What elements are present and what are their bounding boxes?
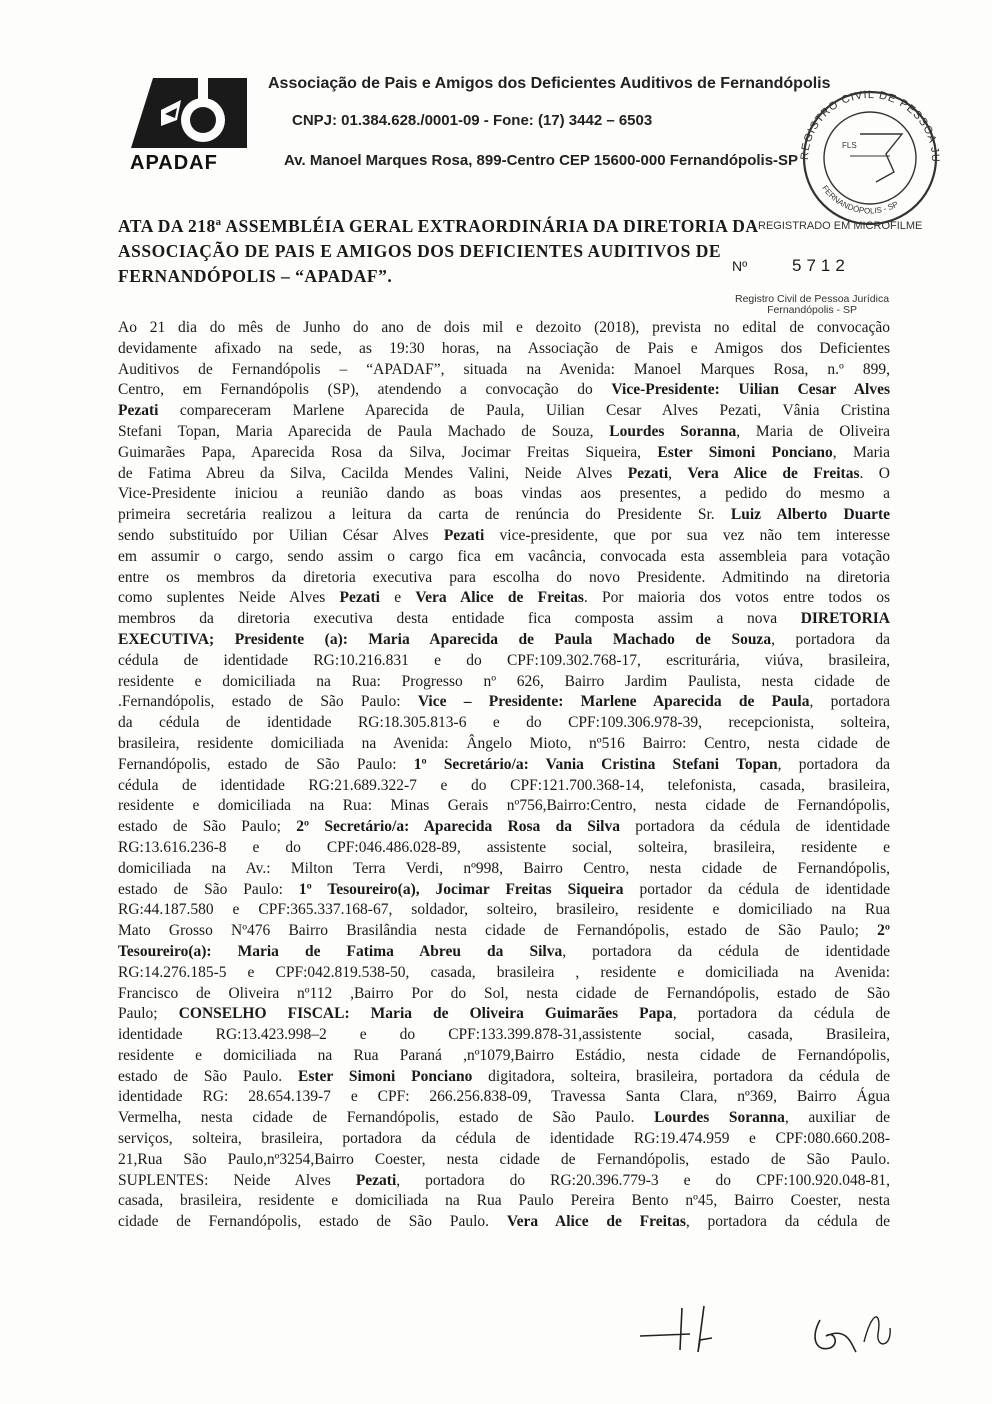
body-line: Paulo; CONSELHO FISCAL: Maria de Oliveira Guimarães Papa, portadora da cédula de: [118, 1005, 890, 1023]
body-line: Auditivos de Fernandópolis – “APADAF”, situada na Avenida: Manoel Marques Rosa, n.º 899,: [118, 360, 890, 378]
body-line: estado de São Paulo: 1º Tesoureiro(a), Jocimar Freitas Siqueira portador da cédula de identidade: [118, 880, 890, 898]
title-line: FERNANDÓPOLIS – “APADAF”.: [118, 266, 393, 286]
body-line: Francisco de Oliveira nº112 ,Bairro Por do Sol, nesta cidade de Fernandópolis, estado de São: [118, 984, 890, 1002]
title-line: ATA DA 218ª ASSEMBLÉIA GERAL EXTRAORDINÁRIA DA DIRETORIA DA: [118, 216, 759, 236]
body-line: primeira secretária realizou a leitura da carta de renúncia do Presidente Sr. Luiz Alberto Duarte: [118, 506, 890, 524]
body-line: Vice-Presidente iniciou a reunião dando as boas vindas aos presentes, a pedido do mesmo a: [118, 485, 890, 503]
body-line: Guimarães Papa, Aparecida Rosa da Silva, Jocimar Freitas Siqueira, Ester Simoni Ponciano, Maria: [118, 443, 890, 461]
document-title: [118, 214, 808, 289]
body-line: residente e domiciliada na Rua: Minas Gerais nº756,Bairro:Centro, nesta cidade de Fernandópolis,: [118, 797, 890, 815]
body-line: .Fernandópolis, estado de São Paulo: Vice – Presidente: Marlene Aparecida de Paula, portadora: [118, 693, 891, 711]
body-line: cidade de Fernandópolis, estado de São Paulo. Vera Alice de Freitas, portadora da cédula de: [118, 1213, 890, 1231]
body-line: devidamente afixado na sede, as 19:30 horas, na Associação de Pais e Amigos dos Deficientes: [118, 339, 890, 357]
address-line: Av. Manoel Marques Rosa, 899-Centro CEP 15600-000 Fernandópolis-SP: [284, 152, 799, 169]
body-line: Vermelha, nesta cidade de Fernandópolis, estado de São Paulo. Lourdes Soranna, auxiliar de: [118, 1109, 890, 1127]
body-line: Stefani Topan, Maria Aparecida de Paula Machado de Souza, Lourdes Soranna, Maria de Oliveira: [118, 422, 890, 440]
stamp-text: REGISTRO CIVIL DE PESSOA JU: [798, 88, 942, 163]
body-line: EXECUTIVA; Presidente (a): Maria Aparecida de Paula Machado de Souza, portadora da: [118, 630, 891, 648]
body-line: cédula de identidade RG:21.689.322-7 e do CPF:121.700.368-14, telefonista, casada, brasileira,: [118, 776, 890, 794]
body-line: 21,Rua São Paulo,nº3254,Bairro Coester, nesta cidade de Fernandópolis, estado de São Paulo.: [118, 1150, 890, 1168]
body-line: RG:14.276.185-5 e CPF:042.819.538-50, casada, brasileira , residente e domiciliada na Avenida:: [118, 963, 890, 981]
body-line: Centro, em Fernandópolis (SP), atendendo a convocação do Vice-Presidente: Uilian Cesar Alves: [118, 381, 890, 399]
svg-text:REGISTRO CIVIL DE PESSOA JURÍD: [790, 78, 941, 163]
body-line: RG:44.187.580 e CPF:365.337.168-67, soldador, solteiro, brasileiro, residente e domiciliado na Rua: [118, 901, 890, 919]
body-line: como suplentes Neide Alves Pezati e Vera Alice de Freitas. Por maioria dos votos entre todos os: [118, 589, 890, 607]
number-label: Nº: [732, 258, 748, 274]
body-line: Tesoureiro(a): Maria de Fatima Abreu da Silva, portadora da cédula de identidade: [118, 942, 890, 960]
body-line: domiciliada na Av.: Milton Terra Verdi, nº998, Bairro Centro, nesta cidade de Fernandópolis,: [118, 859, 890, 877]
body-line: da cédula de identidade RG:18.305.813-6 e do CPF:109.306.978-39, recepcionista, solteira,: [118, 714, 890, 732]
signatures: [620, 1300, 920, 1360]
body-line: de Fatima Abreu da Silva, Cacilda Mendes Valini, Neide Alves Pezati, Vera Alice de Freitas. O: [118, 464, 890, 482]
body-line: estado de São Paulo. Ester Simoni Ponciano digitadora, solteira, brasileira, portadora da cédula de: [118, 1067, 890, 1085]
body-line: sendo substituído por Uilian César Alves Pezati vice-presidente, que por sua vez não tem interesse: [118, 526, 891, 544]
body-line: Ao 21 dia do mês de Junho do ano de dois mil e dezoito (2018), prevista no edital de convocação: [118, 319, 890, 336]
stamp-city: FERNANDÓPOLIS - SP: [820, 183, 900, 216]
body-line: identidade RG:13.423.998–2 e do CPF:133.399.878-31,assistente social, casada, Brasileira,: [118, 1026, 890, 1044]
cnpj-line: CNPJ: 01.384.628./0001-09 - Fone: (17) 3442 – 6503: [292, 112, 653, 129]
body-line: em assumir o cargo, sendo assim o cargo fica em vacância, convocada esta assembleia para votação: [118, 547, 890, 565]
registry-stamp: [790, 78, 950, 228]
body-line: membros da diretoria executiva desta entidade fica composta assim a nova DIRETORIA: [118, 610, 890, 628]
stamp-fls: FLS: [842, 141, 857, 150]
microfilm-note: REGISTRADO EM MICROFILME: [758, 220, 923, 232]
body-line: entre os membros da diretoria executiva para escolha do novo Presidente. Admitindo na diretoria: [118, 568, 890, 586]
title-line: ASSOCIAÇÃO DE PAIS E AMIGOS DOS DEFICIENTES AUDITIVOS DE: [118, 241, 722, 261]
registry-number: 5712: [792, 256, 850, 275]
org-name: Associação de Pais e Amigos dos Deficientes Auditivos de Fernandópolis: [268, 75, 831, 92]
body-line: Fernandópolis, estado de São Paulo: 1º Secretário/a: Vania Cristina Stefani Topan, portadora da: [118, 755, 890, 773]
logo-text: APADAF: [130, 152, 218, 174]
body-line: casada, brasileira, residente e domiciliada na Rua Paulo Pereira Bento nº45, Bairro Coester, nesta: [118, 1192, 890, 1210]
registry-note-line: Registro Civil de Pessoa Jurídica: [735, 293, 890, 305]
body-line: residente e domiciliada na Rua: Progresso nº 626, Bairro Jardim Paulista, nesta cidade de: [118, 672, 890, 690]
body-line: estado de São Paulo; 2º Secretário/a: Aparecida Rosa da Silva portadora da cédula de identidade: [118, 818, 891, 836]
registry-note-line: Fernandópolis - SP: [767, 304, 857, 316]
body-line: Pezati compareceram Marlene Aparecida de Paula, Uilian Cesar Alves Pezati, Vânia Cristina: [118, 402, 890, 420]
body-line: identidade RG: 28.654.139-7 e CPF: 266.256.838-09, Travessa Santa Clara, nº369, Bairro Água: [118, 1088, 890, 1106]
body-line: residente e domiciliada na Rua Paraná ,nº1079,Bairro Estádio, nesta cidade de Fernandópolis,: [118, 1046, 890, 1064]
body-line: Mato Grosso Nº476 Bairro Brasilândia nesta cidade de Fernandópolis, estado de São Paulo; 2º: [118, 922, 890, 940]
body-line: serviços, solteira, brasileira, portadora da cédula de identidade RG:19.474.959 e CPF:080.660.208-: [118, 1130, 890, 1148]
registry-note: [735, 294, 889, 316]
body-line: SUPLENTES: Neide Alves Pezati, portadora do RG:20.396.779-3 e do CPF:100.920.048-81,: [118, 1171, 890, 1189]
body-line: RG:13.616.236-8 e do CPF:046.486.028-89, assistente social, solteira, brasileira, residente e: [118, 838, 890, 856]
minutes-body: [118, 318, 890, 1233]
body-line: cédula de identidade RG:10.216.831 e do CPF:109.302.768-17, escriturária, viúva, brasileira,: [118, 651, 890, 669]
body-line: brasileira, residente domiciliada na Avenida: Ângelo Mioto, nº516 Bairro: Centro, nesta cidade de: [118, 734, 890, 752]
